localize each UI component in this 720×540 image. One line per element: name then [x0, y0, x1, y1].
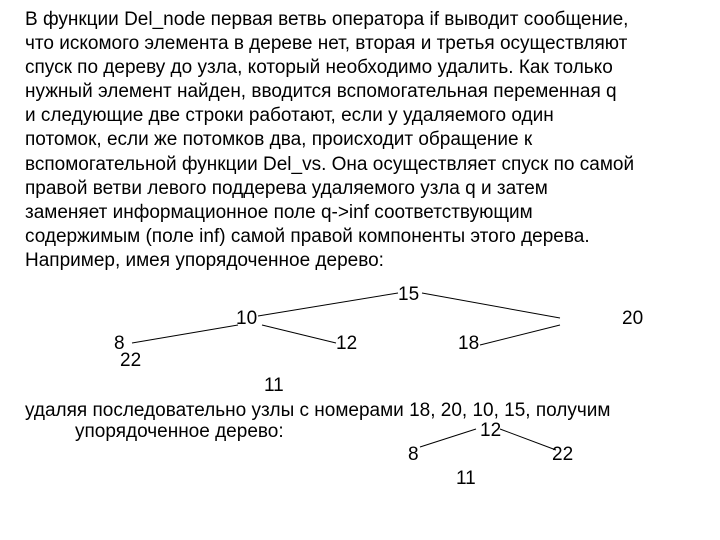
- edge-10-12: [262, 325, 336, 343]
- edge-12-22: [500, 429, 556, 450]
- tree2-node-12: 12: [480, 420, 502, 441]
- text-line: заменяет информационное поле q->inf соответствующим: [25, 201, 533, 223]
- text-line: и следующие две строки работают, если у удаляемого один: [25, 105, 554, 127]
- tree1-node-15: 15: [398, 284, 420, 305]
- tree1-node-11: 11: [264, 375, 284, 396]
- text-line: В функции Del_node первая ветвь оператора if выводит сообщение,: [25, 9, 629, 30]
- edge-12-8: [420, 429, 476, 447]
- sentence2-line2: упорядоченное дерево:: [75, 421, 284, 442]
- tree2-node-11: 11: [456, 468, 476, 489]
- text-line: содержимым (поле inf) самой правой компоненты этого дерева.: [25, 225, 590, 247]
- text-line: нужный элемент найден, вводится вспомогательная переменная q: [25, 81, 617, 103]
- tree1-node-8: 8: [114, 333, 125, 354]
- text-line: что искомого элемента в дереве нет, вторая и третья осуществляют: [25, 33, 628, 55]
- tree2-node-8: 8: [408, 444, 419, 465]
- edge-10-8: [132, 325, 238, 343]
- sentence2-line1: удаляя последовательно узлы с номерами 18, 20, 10, 15, получим: [25, 400, 611, 421]
- tree1-node-22: 22: [120, 350, 142, 371]
- tree1-node-10: 10: [236, 308, 258, 329]
- tree2-node-22: 22: [552, 444, 574, 465]
- tree1-node-12: 12: [336, 333, 358, 354]
- edge-15-20: [422, 293, 560, 318]
- text-line: потомок, если же потомков два, происходит обращение к: [25, 129, 533, 151]
- tree1-node-20: 20: [622, 308, 644, 329]
- edge-15-10: [258, 293, 398, 316]
- text-line: Например, имея упорядоченное дерево:: [25, 249, 384, 271]
- text-line: правой ветви левого поддерева удаляемого узла q и затем: [25, 177, 548, 199]
- text-line: вспомогательной функции Del_vs. Она осуществляет спуск по самой: [25, 153, 635, 175]
- text-line: спуск по дереву до узла, который необходимо удалить. Как только: [25, 57, 613, 79]
- tree1-node-18: 18: [458, 333, 480, 354]
- edge-20-18: [480, 325, 560, 345]
